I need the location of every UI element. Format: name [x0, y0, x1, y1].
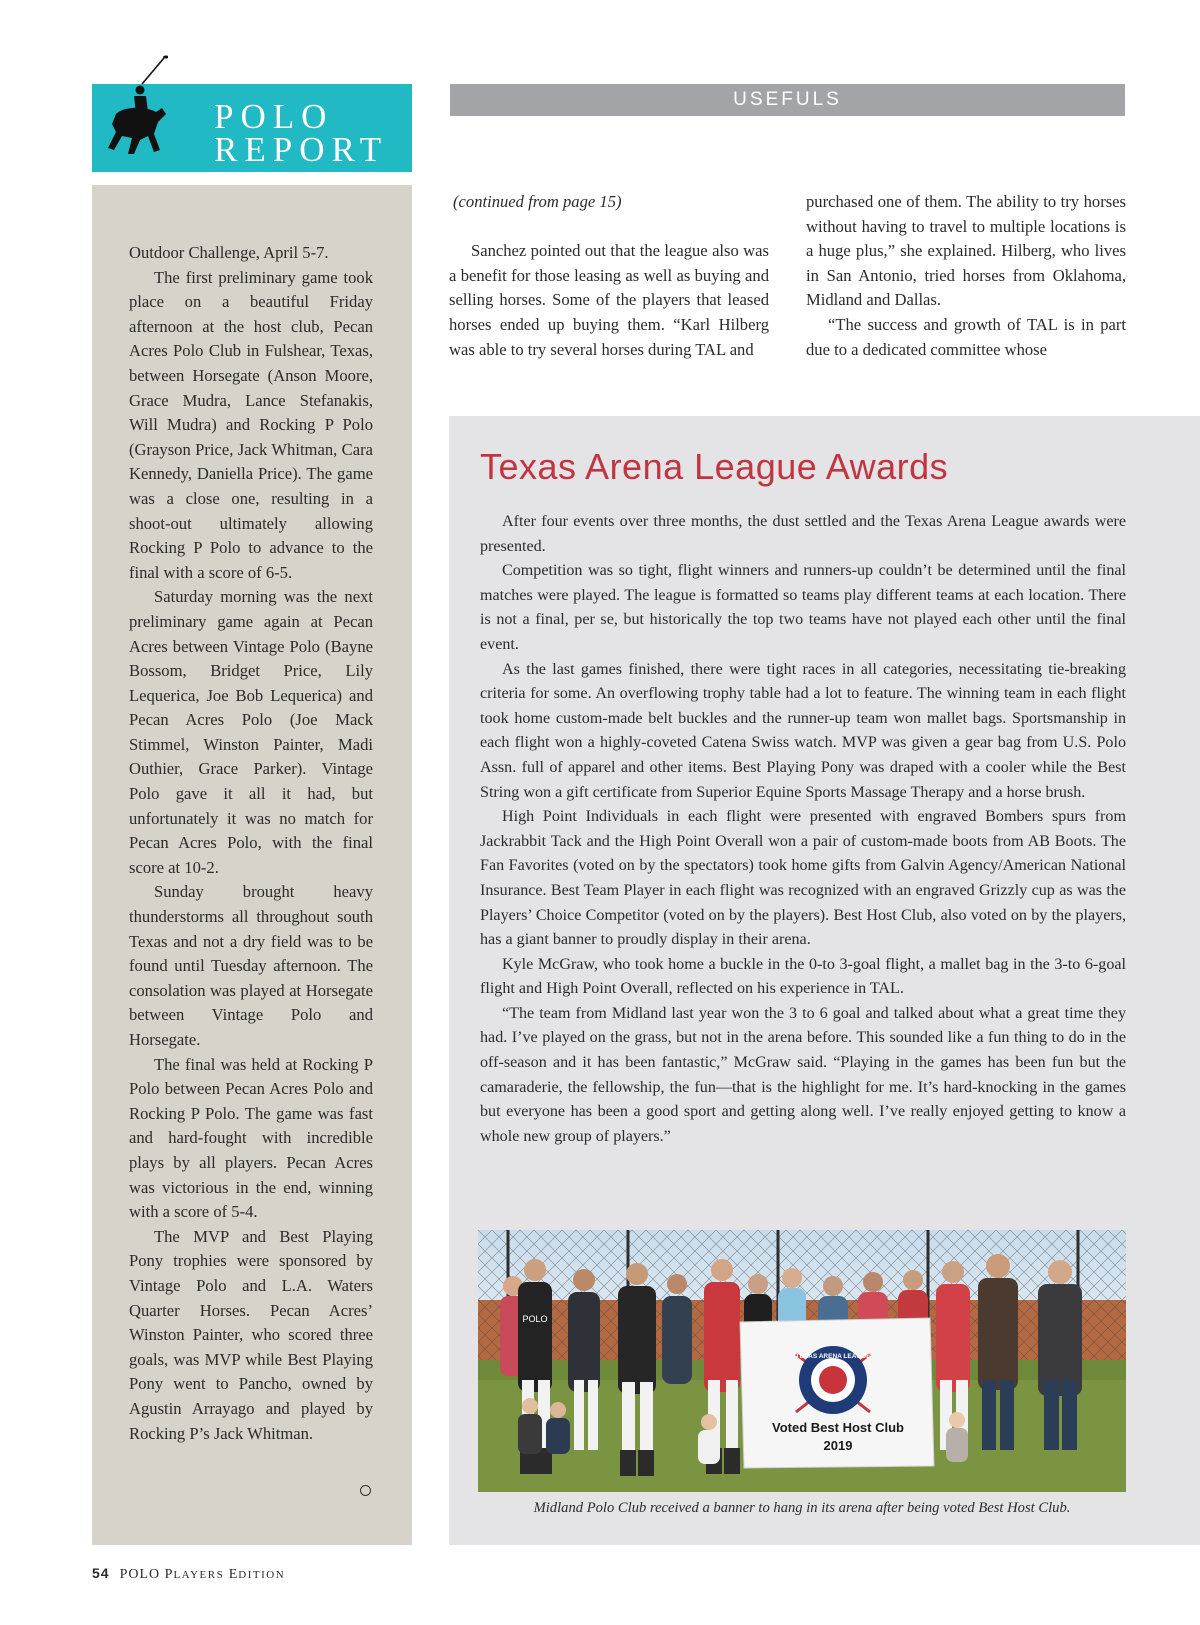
title-line-polo: POLO: [214, 97, 334, 136]
left-paragraph: Saturday morning was the next preliminary game again at Pecan Acres between Vintage Polo (Bayne Bossom, Bridget Price, Lily Lequerica, Joe Bob Lequerica) and Pecan Acres Polo (Joe Mack Stimmel, Winston Painter, Madi Outhier, Grace Parker). Vintage Polo gave it all it had, but unfortunately it was no match for Pecan Acres Polo, with the final score at 10-2.: [129, 587, 373, 877]
awards-paragraph: “The team from Midland last year won the 3 to 6 goal and talked about what a great time they had. I’ve played on the grass, but not in the arena before. This sounded like a fun thing to do in the off-season and it has been fantastic,” McGraw said. “Playing in the games has been fun but the camaraderie, the fellowship, the fun—that is the highlight for me. It’s hard-knocking in the games but everyone has been a good sport and getting along well. I’ve really enjoyed getting to know a whole new group of players.”: [480, 1004, 1126, 1145]
awards-paragraph: Kyle McGraw, who took home a buckle in the 0-to 3-goal flight, a mallet bag in the 3-to 6-goal flight and High Point Overall, reflected on his experience in TAL.: [480, 955, 1126, 998]
magazine-name-dition: DITION: [238, 1569, 286, 1581]
left-paragraph: Outdoor Challenge, April 5-7.: [129, 243, 329, 262]
shirt-text: POLO: [522, 1314, 548, 1324]
banner-text-line2: 2019: [823, 1438, 853, 1453]
awards-paragraph: High Point Individuals in each flight were presented with engraved Bombers spurs from Jackrabbit Tack and the High Point Overall won a pair of custom-made boots from AB Boots. The Fan Favorites (voted on by the spectators) took home gifts from Galvin Agency/American National Insurance. Best Team Player in each flight was recognized with an engraved Grizzly cup as was the Players’ Choice Competitor (voted on by the players). Best Host Club, also voted on by the players, has a giant banner to proudly display in their arena.: [480, 808, 1126, 949]
banner-text-line1: Voted Best Host Club: [772, 1420, 904, 1435]
awards-headline: Texas Arena League Awards: [480, 446, 949, 487]
polo-report-title: [214, 97, 389, 169]
end-of-article-icon: [360, 1485, 371, 1496]
section-banner: USEFULS: [450, 84, 1125, 116]
page-footer: [92, 1565, 285, 1583]
continued-note: (continued from page 15): [453, 192, 622, 211]
continued-paragraph: purchased one of them. The ability to try horses without having to travel to multiple locations is a huge plus,” she explained. Hilberg, who lives in San Antonio, tried horses from Oklahoma, Midland and Dallas.: [806, 192, 1126, 310]
page-number: 54: [92, 1565, 110, 1581]
awards-paragraph: Competition was so tight, flight winners and runners-up couldn’t be determined until the final matches were played. The league is formatted so teams play different teams at each location. There is not a final, per se, but historically the top two teams have not played each other until the final event.: [480, 562, 1126, 653]
magazine-name-layers: LAYERS: [173, 1569, 225, 1581]
host-club-banner: [740, 1318, 934, 1468]
group-photo: [478, 1230, 1126, 1492]
magazine-name-polo: POLO: [119, 1567, 161, 1582]
title-line-report: REPORT: [214, 130, 389, 169]
continued-paragraph: Sanchez pointed out that the league also was a benefit for those leasing as well as buying and selling horses. Some of the players that leased horses ended up buying them. “Karl Hilberg was able to try several horses during TAL and: [449, 241, 769, 359]
group-photo-illustration: [478, 1230, 1126, 1492]
left-sidebar-column: [92, 185, 412, 1545]
continued-paragraph: “The success and growth of TAL is in part due to a dedicated committee whose: [806, 314, 1126, 359]
banner-ring-text: TEXAS ARENA LEAGUE: [795, 1353, 871, 1360]
left-paragraph: The final was held at Rocking P Polo between Pecan Acres Polo and Rocking P Polo. The game was fast and hard-fought with incredible plays by all players. Pecan Acres was victorious in the end, winning with a score of 5-4.: [129, 1054, 373, 1222]
polo-player-silhouette-icon: [106, 54, 168, 164]
left-paragraph: Sunday brought heavy thunderstorms all throughout south Texas and not a dry field was to be found until Tuesday afternoon. The consolation was played at Horsegate between Vintage Polo and Horsegate.: [129, 882, 373, 1049]
left-paragraph: The MVP and Best Playing Pony trophies were sponsored by Vintage Polo and L.A. Waters Quarter Horses. Pecan Acres’ Winston Painter, who scored three goals, was MVP while Best Playing Pony went to Pancho, owned by Agustin Arrayago and played by Rocking P’s Jack Whitman.: [129, 1226, 373, 1443]
left-column-text: [129, 241, 373, 1446]
awards-body: [480, 510, 1126, 1149]
polo-report-badge: [92, 84, 412, 172]
continued-column-left: [449, 190, 769, 362]
left-paragraph: The first preliminary game took place on a beautiful Friday afternoon at the host club, Pecan Acres Polo Club in Fulshear, Texas, between Horsegate (Anson Moore, Grace Mudra, Lance Stefanakis, Will Mudra) and Rocking P Polo (Grayson Price, Jack Whitman, Cara Kennedy, Daniella Price). The game was a close one, resulting in a shoot-out ultimately allowing Rocking P Polo to advance to the final with a score of 6-5.: [129, 267, 373, 582]
photo-caption: Midland Polo Club received a banner to hang in its arena after being voted Best Host Club.: [533, 1500, 1071, 1516]
awards-paragraph: After four events over three months, the dust settled and the Texas Arena League awards were presented.: [480, 513, 1126, 555]
continued-column-right: [806, 190, 1126, 362]
awards-paragraph: As the last games finished, there were tight races in all categories, necessitating tie-breaking criteria for some. An overflowing trophy table had a lot to feature. The winning team in each flight took home custom-made belt buckles and the runner-up team won mallet bags. Sportsmanship in each flight won a highly-coveted Catena Swiss watch. MVP was given a gear bag from U.S. Polo Assn. full of apparel and other items. Best Playing Pony was draped with a cooler while the Best String won a gift certificate from Superior Equine Sports Massage Therapy and a horse brush.: [480, 660, 1126, 801]
awards-sidebar-box: [449, 416, 1200, 1545]
magazine-name-e: E: [228, 1567, 239, 1582]
magazine-name-p: P: [164, 1567, 174, 1582]
